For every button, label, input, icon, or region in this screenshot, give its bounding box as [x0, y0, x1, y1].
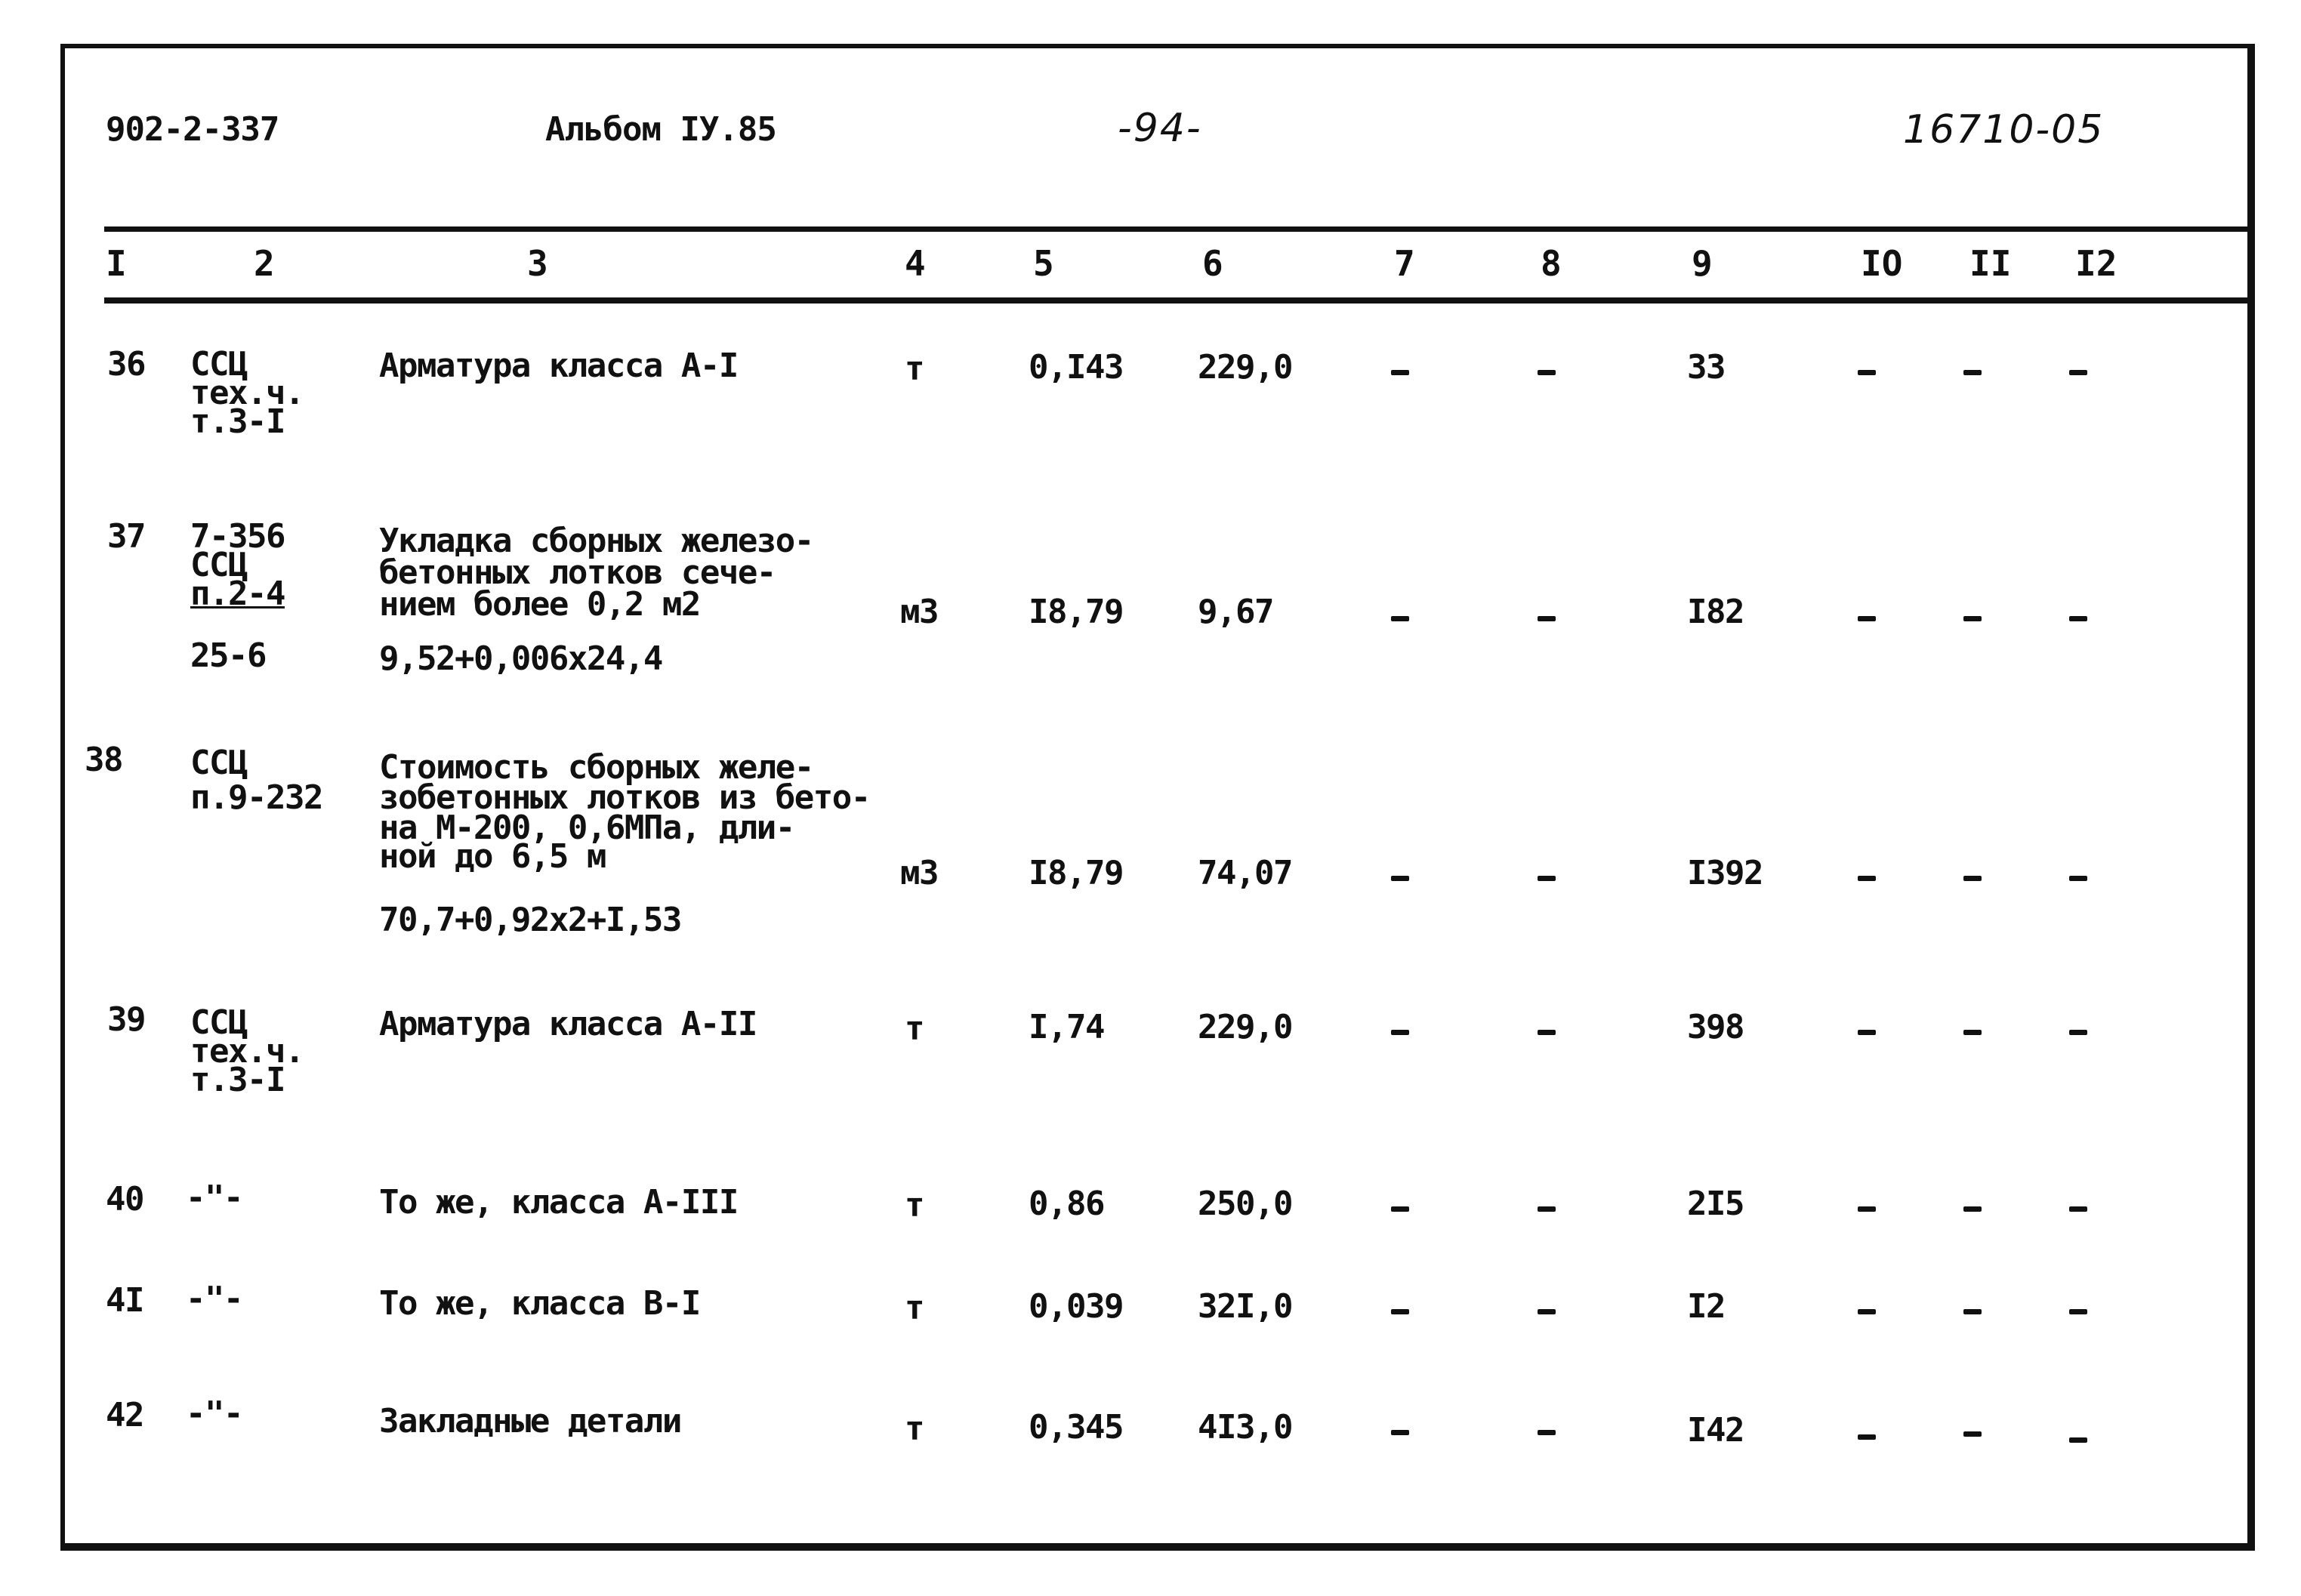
row-code-line: т.3-I: [190, 1061, 285, 1099]
row-unit: т: [905, 1009, 924, 1048]
row-code-line: п.2-4: [190, 575, 285, 613]
dash-mark-col10: [1858, 1206, 1876, 1212]
column-heading-8: 8: [1541, 243, 1562, 284]
column-heading-4: 4: [905, 243, 926, 284]
row-unit-price: 32I,0: [1198, 1287, 1292, 1326]
dash-mark-col7: [1391, 1030, 1409, 1035]
row-unit: т: [905, 1410, 924, 1448]
header-top-rule: [104, 226, 2255, 232]
sheet-code: 16710-05: [1903, 107, 2105, 153]
row-unit: м3: [900, 593, 938, 631]
column-heading-6: 6: [1202, 243, 1223, 284]
row-name-line: нием более 0,2 м2: [379, 585, 700, 624]
dash-mark-col8: [1538, 370, 1556, 375]
row-unit: м3: [900, 854, 938, 892]
row-quantity: I,74: [1029, 1008, 1104, 1046]
dash-mark-col11: [1963, 616, 1982, 621]
row-total: 398: [1687, 1008, 1744, 1046]
column-heading-3: 3: [527, 243, 548, 284]
dash-mark-col7: [1391, 1430, 1409, 1435]
dash-mark-col12: [2069, 1206, 2087, 1212]
row-unit-price: 250,0: [1198, 1185, 1292, 1223]
dash-mark-col12: [2069, 876, 2087, 881]
dash-mark-col12: [2069, 1437, 2087, 1443]
row-code-line: ССЦ: [190, 546, 247, 584]
dash-mark-col10: [1858, 1434, 1876, 1440]
row-code-line: ССЦ: [190, 744, 247, 782]
dash-mark-col12: [2069, 1030, 2087, 1035]
row-code-line: тех.ч.: [190, 374, 304, 412]
row-total: I392: [1687, 854, 1763, 892]
row-name-line: То же, класса В-I: [379, 1284, 700, 1323]
dash-mark-col11: [1963, 1030, 1982, 1035]
dash-mark-col8: [1538, 1030, 1556, 1035]
column-heading-7: 7: [1394, 243, 1415, 284]
row-code-line: 7-356: [190, 517, 285, 556]
row-quantity: 0,86: [1029, 1185, 1104, 1223]
row-name-line: Закладные детали: [379, 1402, 681, 1440]
row-unit: т: [905, 1289, 924, 1327]
column-heading-11: II: [1969, 243, 2012, 284]
row-unit: т: [905, 350, 924, 388]
row-total: I82: [1687, 593, 1744, 631]
row-total: 2I5: [1687, 1185, 1744, 1223]
column-heading-2: 2: [254, 243, 275, 284]
dash-mark-col10: [1858, 370, 1876, 375]
row-number: 38: [85, 741, 122, 779]
dash-mark-col10: [1858, 876, 1876, 881]
row-name-line: Арматура класса А-I: [379, 347, 738, 385]
row-number: 37: [107, 517, 145, 556]
row-quantity: 0,345: [1029, 1408, 1123, 1447]
dash-mark-col12: [2069, 616, 2087, 621]
row-code-line: п.9-232: [190, 778, 322, 817]
row-quantity: I8,79: [1029, 593, 1123, 631]
row-code-subline: 25-6: [190, 636, 266, 675]
row-quantity: I8,79: [1029, 854, 1123, 892]
dash-mark-col12: [2069, 1309, 2087, 1314]
row-total: I42: [1687, 1411, 1744, 1450]
dash-mark-col10: [1858, 616, 1876, 621]
dash-mark-col8: [1538, 876, 1556, 881]
row-unit-price: 229,0: [1198, 1008, 1292, 1046]
row-name-line: Стоимость сборных желе-: [379, 748, 813, 787]
dash-mark-col8: [1538, 1309, 1556, 1314]
document-code: 902-2-337: [106, 110, 279, 149]
column-heading-1: I: [106, 243, 127, 284]
row-code-line: тех.ч.: [190, 1032, 304, 1071]
row-number: 4I: [106, 1281, 143, 1320]
dash-mark-col11: [1963, 370, 1982, 375]
dash-mark-col10: [1858, 1030, 1876, 1035]
dash-mark-col7: [1391, 876, 1409, 881]
row-name-line: бетонных лотков сече-: [379, 553, 776, 592]
row-name-line: Арматура класса А-II: [379, 1005, 757, 1043]
header-bottom-rule: [104, 297, 2255, 303]
row-unit-price: 4I3,0: [1198, 1408, 1292, 1447]
row-total: 33: [1687, 348, 1725, 387]
dash-mark-col11: [1963, 1431, 1982, 1437]
row-name-line: на М-200, 0,6МПа, дли-: [379, 809, 794, 847]
row-name-line: зобетонных лотков из бето-: [379, 778, 870, 817]
dash-mark-col7: [1391, 616, 1409, 621]
dash-mark-col7: [1391, 1309, 1409, 1314]
row-quantity: 0,I43: [1029, 348, 1123, 387]
row-code-line: -"-: [186, 1179, 242, 1217]
row-code-line: т.3-I: [190, 402, 285, 441]
row-name-line: ной до 6,5 м: [379, 837, 606, 876]
row-formula: 9,52+0,006х24,4: [379, 639, 662, 678]
dash-mark-col10: [1858, 1309, 1876, 1314]
page-number: -94-: [1118, 106, 1202, 151]
row-quantity: 0,039: [1029, 1287, 1123, 1326]
row-name-line: То же, класса А-III: [379, 1183, 738, 1222]
column-heading-9: 9: [1692, 243, 1713, 284]
column-heading-10: IO: [1861, 243, 1903, 284]
dash-mark-col11: [1963, 1309, 1982, 1314]
dash-mark-col11: [1963, 876, 1982, 881]
column-heading-5: 5: [1033, 243, 1054, 284]
dash-mark-col7: [1391, 1206, 1409, 1212]
row-number: 39: [107, 1000, 145, 1039]
row-unit: т: [905, 1186, 924, 1225]
dash-mark-col8: [1538, 1206, 1556, 1212]
dash-mark-col12: [2069, 370, 2087, 375]
row-unit-price: 9,67: [1198, 593, 1273, 631]
dash-mark-col8: [1538, 1430, 1556, 1435]
row-code-line: ССЦ: [190, 345, 247, 384]
row-formula: 70,7+0,92х2+I,53: [379, 901, 681, 939]
row-code-line: -"-: [186, 1394, 242, 1433]
row-name-line: Укладка сборных железо-: [379, 522, 813, 560]
dash-mark-col11: [1963, 1206, 1982, 1212]
row-unit-price: 229,0: [1198, 348, 1292, 387]
row-number: 42: [106, 1396, 143, 1434]
dash-mark-col8: [1538, 616, 1556, 621]
row-code-line: -"-: [186, 1280, 242, 1318]
album-label: Альбом IУ.85: [545, 110, 776, 149]
column-heading-12: I2: [2075, 243, 2117, 284]
row-number: 36: [107, 345, 145, 384]
dash-mark-col7: [1391, 370, 1409, 375]
row-number: 40: [106, 1180, 143, 1219]
row-total: I2: [1687, 1287, 1725, 1326]
row-unit-price: 74,07: [1198, 854, 1292, 892]
row-code-line: ССЦ: [190, 1003, 247, 1042]
